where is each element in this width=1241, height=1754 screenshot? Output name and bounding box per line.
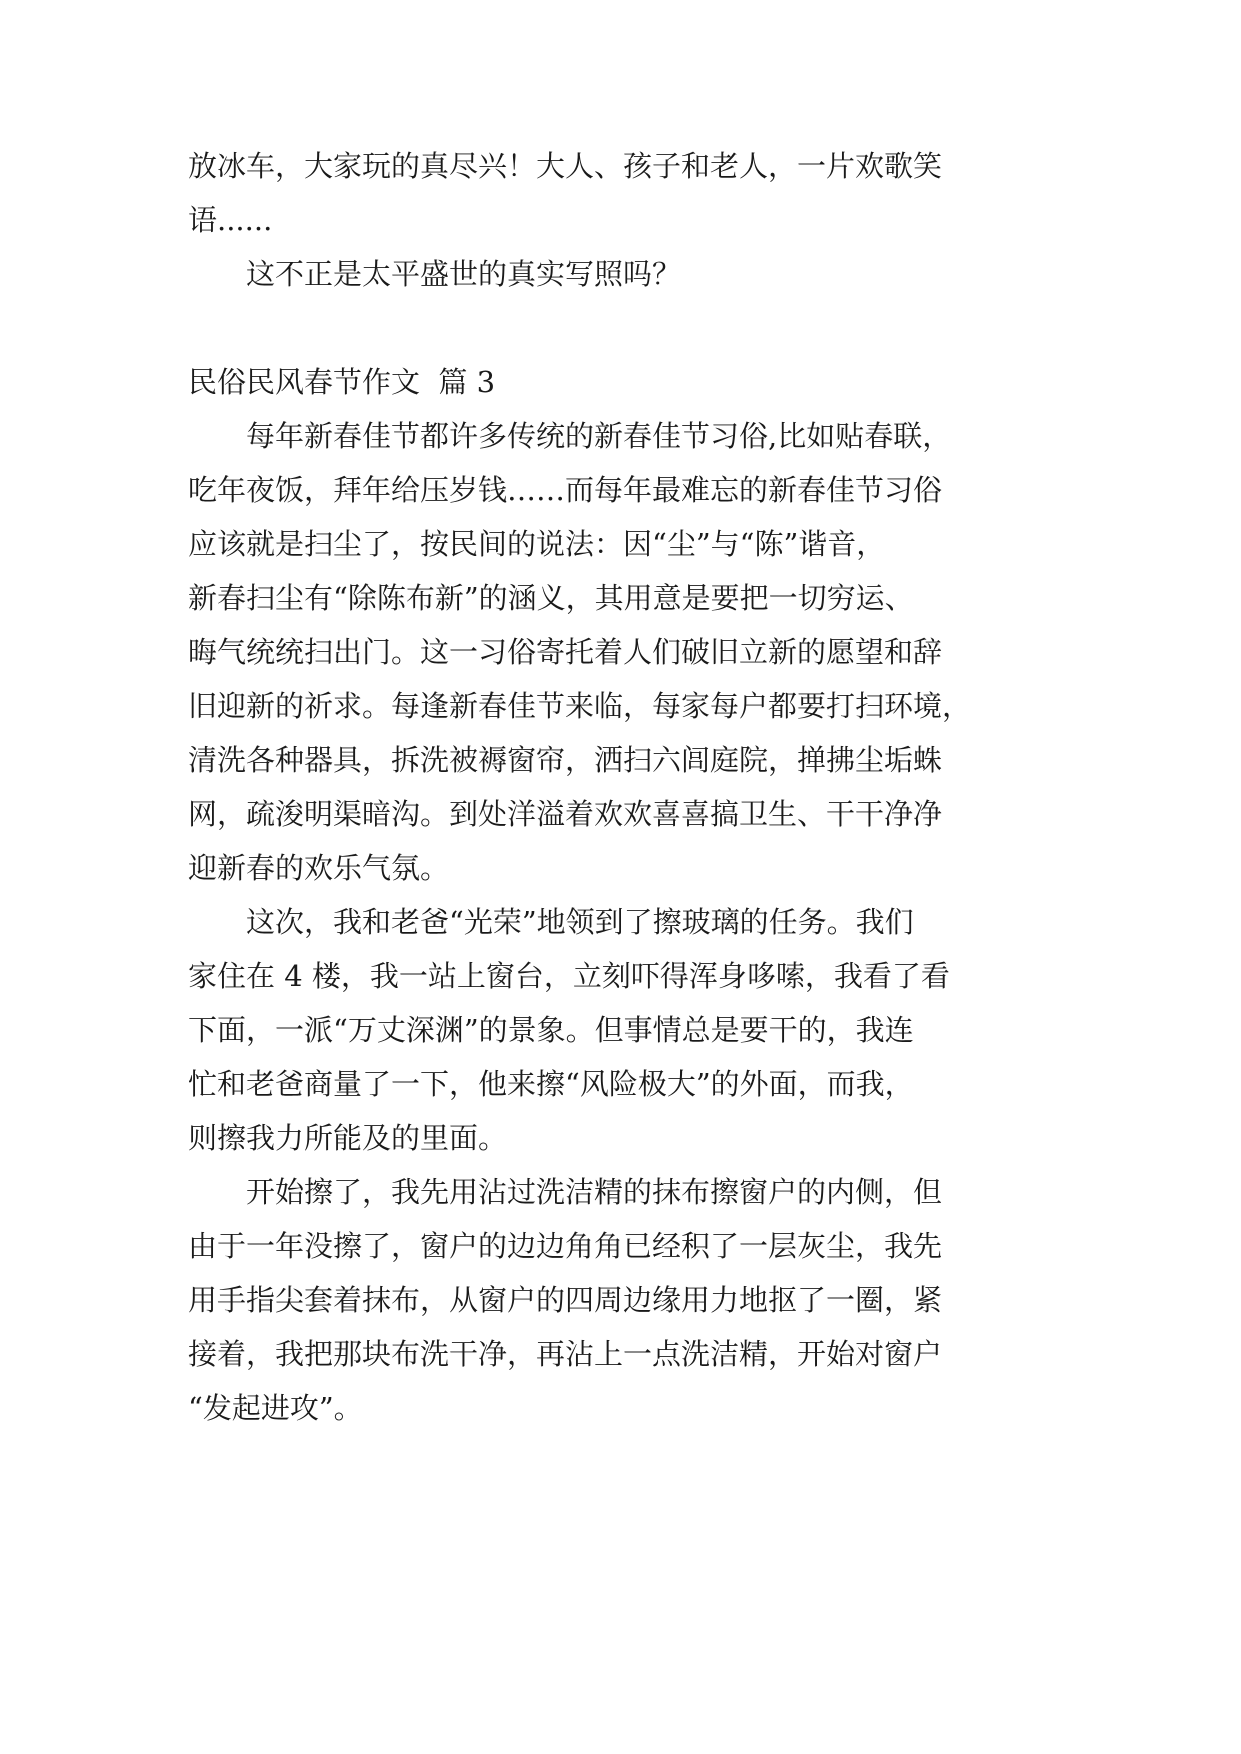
text-line: 家住在 4 楼，我一站上窗台，立刻吓得浑身哆嗦，我看了看 — [188, 959, 950, 993]
text-line: 应该就是扫尘了，按民间的说法：因“尘”与“陈”谐音， — [188, 527, 886, 561]
text-line: 这次，我和老爸“光荣”地领到了擦玻璃的任务。我们 — [188, 905, 914, 939]
text-line: 每年新春佳节都许多传统的新春佳节习俗,比如贴春联， — [188, 419, 952, 453]
text-line: 放冰车，大家玩的真尽兴！大人、孩子和老人，一片欢歌笑 — [188, 149, 943, 183]
text-line: 则擦我力所能及的里面。 — [188, 1121, 508, 1155]
section-heading: 民俗民风春节作文 篇 3 — [188, 365, 496, 399]
text-line: 由于一年没擦了，窗户的边边角角已经积了一层灰尘，我先 — [188, 1229, 943, 1263]
text-line: 旧迎新的祈求。每逢新春佳节来临，每家每户都要打扫环境， — [188, 689, 972, 723]
text-line: 开始擦了，我先用沾过洗洁精的抹布擦窗户的内侧，但 — [188, 1175, 943, 1209]
text-line: 网，疏浚明渠暗沟。到处洋溢着欢欢喜喜搞卫生、干干净净 — [188, 797, 943, 831]
text-line: 语...... — [188, 203, 273, 237]
text-line: 接着，我把那块布洗干净，再沾上一点洗洁精，开始对窗户 — [188, 1337, 943, 1371]
text-line: 吃年夜饭，拜年给压岁钱……而每年最难忘的新春佳节习俗 — [188, 473, 943, 507]
text-line: 晦气统统扫出门。这一习俗寄托着人们破旧立新的愿望和辞 — [188, 635, 943, 669]
text-line: 忙和老爸商量了一下，他来擦“风险极大”的外面，而我， — [188, 1067, 914, 1101]
text-line: 清洗各种器具，拆洗被褥窗帘，洒扫六闾庭院，掸拂尘垢蛛 — [188, 743, 943, 777]
text-line: 用手指尖套着抹布，从窗户的四周边缘用力地抠了一圈，紧 — [188, 1283, 943, 1317]
closing-question: 这不正是太平盛世的真实写照吗？ — [188, 257, 682, 291]
text-line: 迎新春的欢乐气氛。 — [188, 851, 450, 885]
text-line: 下面，一派“万丈深渊”的景象。但事情总是要干的，我连 — [188, 1013, 914, 1047]
text-line: “发起进攻”。 — [188, 1391, 363, 1425]
text-line: 新春扫尘有“除陈布新”的涵义，其用意是要把一切穷运、 — [188, 581, 914, 615]
